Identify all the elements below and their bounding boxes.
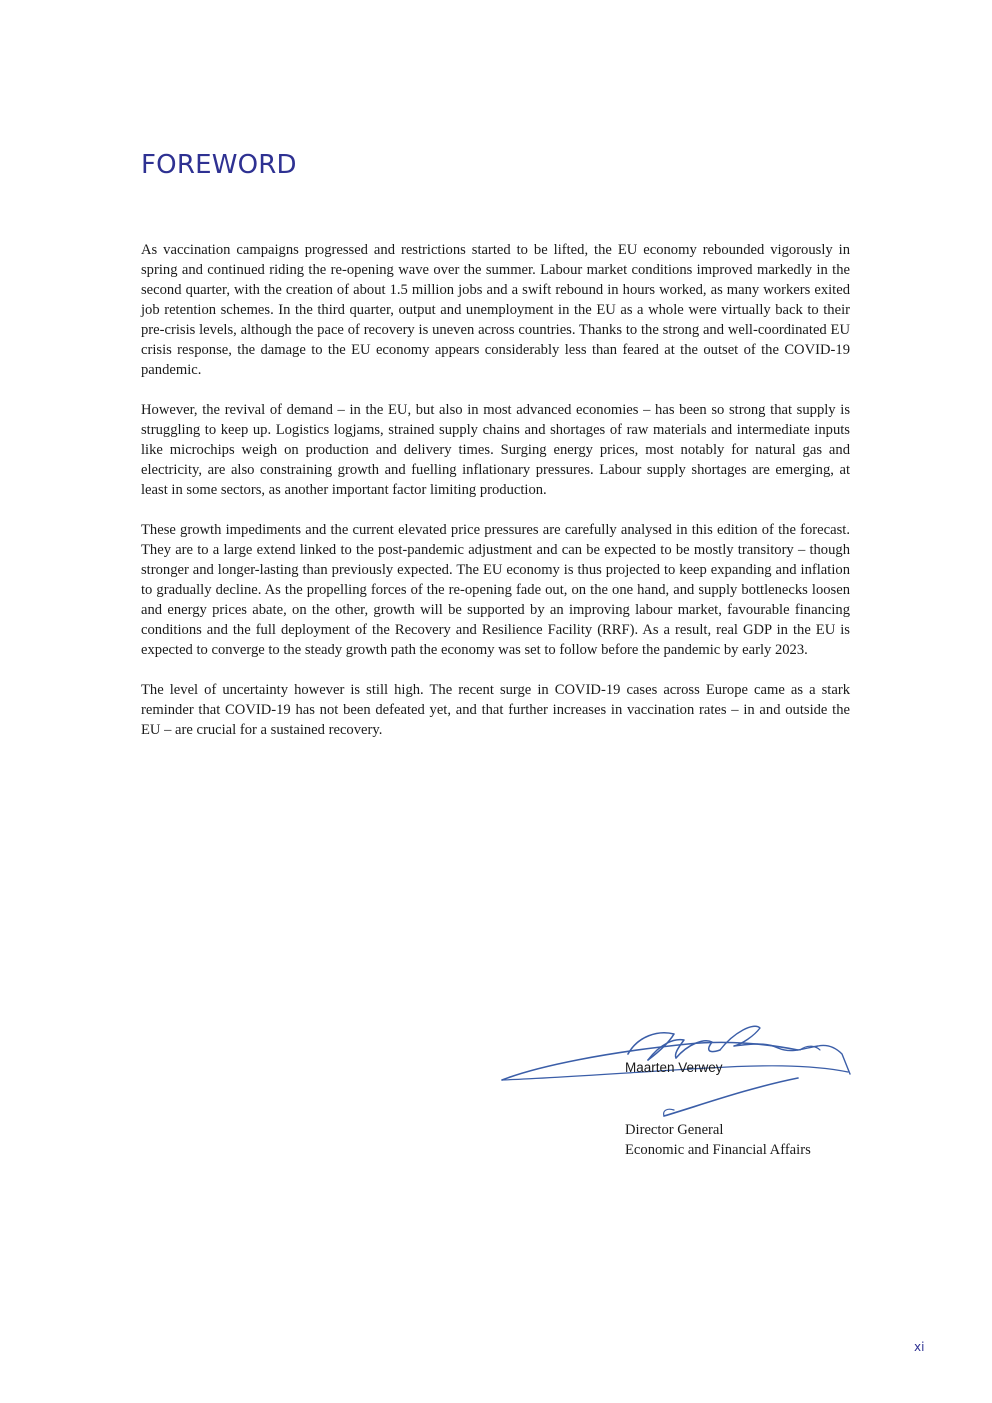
paragraph-2: However, the revival of demand – in the EU, but also in most advanced economies – has been so strong that supply is struggling to keep up. Logistics logjams, strained supply chains and shortages of raw materials and intermediate inputs like microchips weigh on production and delivery times. Surging energy prices, most notably for natural gas and electricity, are also constraining growth and fuelling inflationary pressures. Labour supply shortages are emerging, at least in some sectors, as another important factor limiting production. <box>141 402 850 498</box>
paragraph-3: These growth impediments and the current elevated price pressures are carefully analysed in this edition of the forecast. They are to a large extend linked to the post-pandemic adjustment and can be expected to be mostly transitory – though stronger and longer-lasting than previously expected. The EU economy is thus projected to keep expanding and inflation to gradually decline. As the propelling forces of the re-opening fade out, on the one hand, and supply bottlenecks loosen and energy prices abate, on the other, growth will be supported by an improving labour market, favourable financing conditions and the full deployment of the Recovery and Resilience Facility (RRF). As a result, real GDP in the EU is expected to converge to the steady growth path the economy was set to follow before the pandemic by early 2023. <box>141 522 850 658</box>
signer-name: Maarten Verwey <box>625 1060 723 1075</box>
paragraph-4: The level of uncertainty however is still high. The recent surge in COVID-19 cases across Europe came as a stark reminder that COVID-19 has not been defeated yet, and that further increases in vaccination rates – in and outside the EU – are crucial for a sustained recovery. <box>141 682 850 738</box>
signer-role-line-2: Economic and Financial Affairs <box>625 1142 811 1158</box>
page-title: FOREWORD <box>141 150 297 180</box>
signer-title <box>625 1120 811 1160</box>
page-number: xi <box>914 1340 925 1354</box>
paragraph-1: As vaccination campaigns progressed and restrictions started to be lifted, the EU economy rebounded vigorously in spring and continued riding the re-opening wave over the summer. Labour market conditions improved markedly in the second quarter, with the creation of about 1.5 million jobs and a swift rebound in hours worked, as many workers exited job retention schemes. In the third quarter, output and unemployment in the EU as a whole were virtually back to their pre-crisis levels, although the pace of recovery is uneven across countries. Thanks to the strong and well-coordinated EU crisis response, the damage to the EU economy appears considerably less than feared at the outset of the COVID-19 pandemic. <box>141 242 850 378</box>
signer-role-line-1: Director General <box>625 1122 724 1138</box>
foreword-body <box>141 240 850 760</box>
